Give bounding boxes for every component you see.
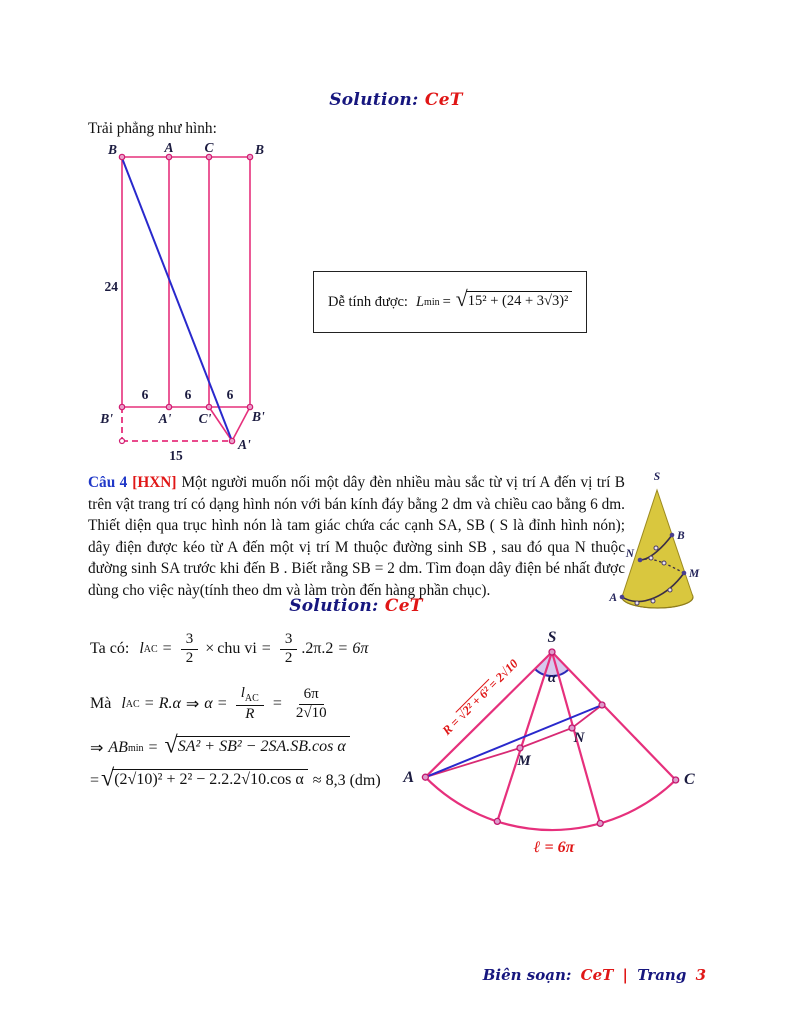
- problem-paragraph: [88, 472, 625, 601]
- radical-body: 15² + (24 + 3√3)²: [466, 291, 573, 310]
- net-label-Bp-right: B': [252, 409, 265, 424]
- sector-label-S: S: [547, 629, 557, 646]
- cone-label-M: M: [689, 568, 700, 580]
- sector-figure: [396, 620, 708, 872]
- implies-arrow: ⇒: [185, 696, 200, 713]
- line1-result: 6π: [352, 640, 369, 657]
- AB-sub: min: [127, 742, 144, 754]
- L-sub: min: [424, 296, 440, 308]
- shortest-path-line: [122, 158, 232, 441]
- unfolded-net-figure: [88, 140, 304, 472]
- arc-length-label: ℓ = 6π: [533, 839, 575, 856]
- net-dim-6a: 6: [141, 387, 149, 402]
- cone-figure: [604, 456, 740, 616]
- sector-label-alpha: α: [547, 670, 557, 686]
- lmin-formula: [415, 286, 574, 313]
- cone-label-B: B: [677, 530, 685, 542]
- denominator: 2: [185, 649, 194, 666]
- footer-page-number: 3: [695, 966, 706, 984]
- footer-brand: CeT: [580, 966, 614, 984]
- cone-label-N: N: [625, 548, 634, 560]
- cone-label-S: S: [653, 471, 661, 483]
- radical: [455, 286, 573, 313]
- radical-body: (2√10)² + 2² − 2.2.2√10.cos α: [112, 769, 308, 789]
- numerator: 3: [181, 631, 199, 649]
- fraction-lac-R: [236, 685, 264, 723]
- l-var: l: [240, 685, 245, 702]
- sector-label-A: A: [403, 769, 414, 786]
- equals-sign: =: [162, 640, 172, 657]
- fraction-6pi: [291, 686, 332, 722]
- work-line-1: [90, 626, 368, 672]
- R-var: R: [245, 705, 255, 722]
- net-dim-24: 24: [104, 279, 118, 294]
- radical-sign: √: [101, 765, 115, 792]
- net-label-Ap: A': [158, 411, 172, 426]
- question-number: Câu 4: [88, 474, 128, 491]
- footer-page-word: Trang: [637, 966, 687, 984]
- fraction-3-2: [280, 631, 298, 667]
- line1-prefix: Ta có:: [90, 640, 130, 657]
- sector-label-C: C: [684, 771, 695, 788]
- sector-label-N: N: [573, 730, 585, 746]
- radical-sign: √: [455, 286, 468, 311]
- net-label-Cp: C': [198, 411, 212, 426]
- footer-label: Biên soạn:: [482, 966, 572, 984]
- AB-var: AB: [108, 739, 128, 756]
- solution-label: Solution:: [329, 90, 419, 110]
- radical: [101, 765, 308, 793]
- radical-body: SA² + SB² − 2SA.SB.cos α: [176, 736, 350, 756]
- net-label-Ap-apex: A': [238, 437, 251, 452]
- l-var: l: [139, 640, 144, 657]
- line1-mid: .2π.2: [301, 640, 334, 657]
- numerator: [236, 685, 264, 706]
- l-var: l: [121, 695, 126, 712]
- cone-label-A: A: [609, 592, 617, 604]
- alpha-var: α: [204, 695, 213, 712]
- denominator: [240, 706, 259, 723]
- numerator: 6π: [299, 686, 324, 704]
- solution-label: Solution:: [289, 596, 379, 616]
- equals-sign: =: [90, 772, 100, 789]
- result-formula-box: [313, 271, 587, 333]
- radius-label: R = √2² + 6² = 2√10: [439, 656, 521, 738]
- question-tag: [HXN]: [132, 474, 177, 491]
- solution-header-1: [0, 90, 792, 110]
- numerator: 3: [280, 631, 298, 649]
- equals-sign: =: [144, 695, 154, 712]
- times-sign: ×: [205, 640, 215, 657]
- fraction-3-2: [181, 631, 199, 667]
- chu-vi-text: chu vi: [217, 640, 257, 657]
- net-dim-15: 15: [169, 448, 183, 463]
- approx-result: ≈ 8,3 (dm): [312, 772, 381, 789]
- net-label-C-top: C: [204, 140, 214, 155]
- work-line-2: [90, 681, 336, 727]
- equals-sign: =: [148, 739, 158, 756]
- sector-label-M: M: [517, 753, 531, 769]
- denominator: 2√10: [295, 704, 327, 721]
- question-text: Một người muốn nối một dây đèn nhiều màu sắc từ vị trí A đến vị trí B trên vật trang trí có dạng hình nón với bán kính đáy bằng 2 dm và chiều cao bằng 6 dm. Thiết diện qua trục hình nón là tam giác chứa các cạnh SA, SB ( S là đỉnh hình nón); dây điện được kéo từ A đến một vị trí M thuộc đường sinh SB , sau đó qua N thuộc đường sinh SA trước khi đến B . Biết rằng SB = 2 dm. Tìm đoạn dây điện bé nhất được dùng cho việc này(tính theo dm và làm tròn đến hàng phần chục).: [88, 474, 625, 599]
- equals-sign: =: [338, 640, 348, 657]
- net-dim-6b: 6: [184, 387, 192, 402]
- brand-name: CeT: [384, 596, 423, 616]
- footer-separator: |: [622, 966, 628, 984]
- page-footer: [0, 966, 706, 984]
- L-var: L: [415, 293, 425, 310]
- radical-sign: √: [164, 732, 178, 759]
- formula-label: Dễ tính được:: [328, 293, 408, 310]
- R-alpha: R.α: [158, 695, 181, 712]
- equals-sign: =: [442, 293, 451, 310]
- net-label-A-top: A: [164, 140, 174, 155]
- net-label-B-top-left: B: [107, 142, 117, 157]
- line2-prefix: Mà: [90, 695, 112, 712]
- l-sub: AC: [244, 693, 259, 705]
- equals-sign: =: [272, 695, 282, 712]
- denominator: 2: [284, 649, 293, 666]
- implies-arrow: ⇒: [90, 740, 104, 757]
- l-sub: AC: [143, 643, 158, 655]
- brand-name: CeT: [424, 90, 463, 110]
- radical: [164, 732, 350, 760]
- net-dim-6c: 6: [226, 387, 234, 402]
- intro-text: Trải phẳng như hình:: [88, 120, 217, 137]
- solution-header-2: [88, 596, 624, 616]
- equals-sign: =: [261, 640, 271, 657]
- net-label-Bp-left: B': [100, 411, 113, 426]
- work-line-4: [90, 760, 384, 802]
- equals-sign: =: [217, 695, 227, 712]
- net-dashed-lines: [122, 407, 232, 441]
- net-label-B-top-right: B: [255, 142, 265, 157]
- l-sub: AC: [125, 698, 140, 710]
